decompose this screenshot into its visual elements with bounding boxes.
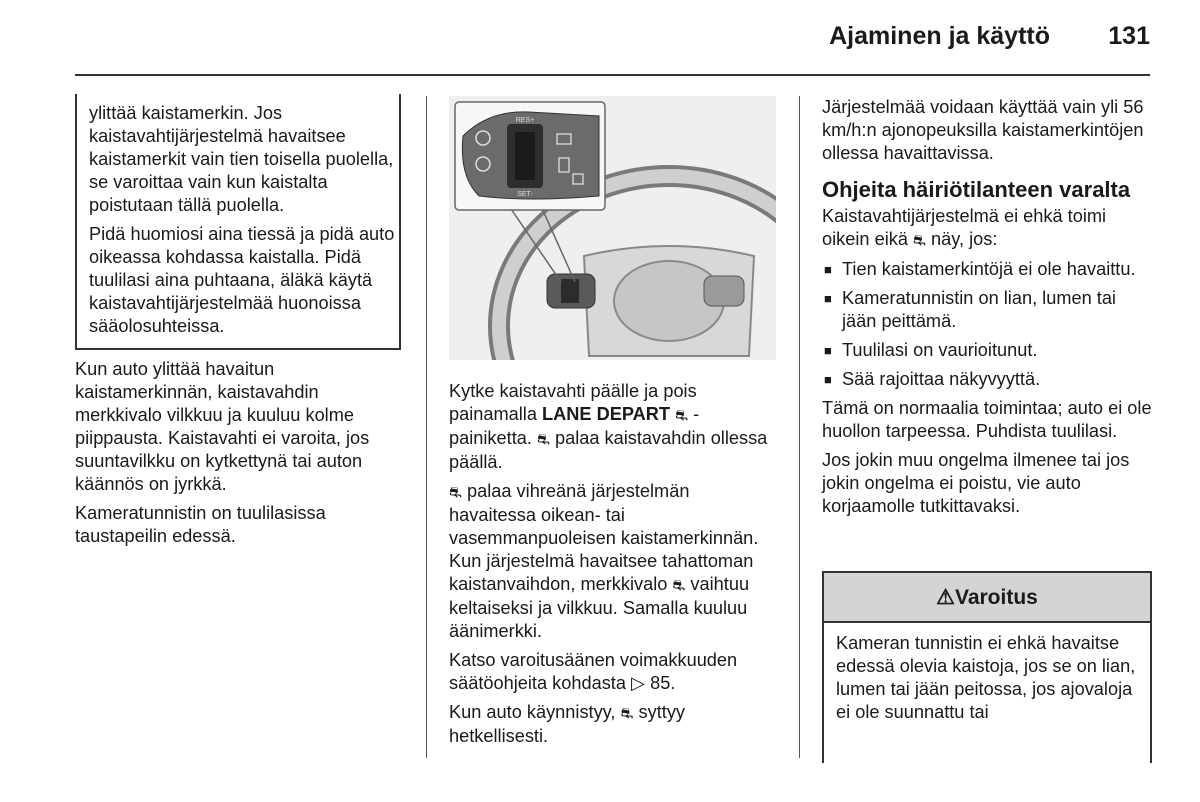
page-ref-number[interactable]: 85. <box>650 673 676 693</box>
text-segment: vaihtuu keltaiseksi ja vilkkuu. Samalla kuuluu äänimerkki. <box>449 574 750 641</box>
section-heading-troubleshooting: Ohjeita häiriötilanteen varalta <box>822 177 1131 202</box>
note-paragraph-1: ylittää kaistamerkin. Jos kaistavahtijärjestelmä havaitsee kaistamerkit vain tien toisella puolella, se varoittaa vain kun kaistalta poistutaan tällä puolella. <box>89 103 394 215</box>
paragraph-camera: Kameratunnistin on tuulilasissa taustapeilin edessä. <box>75 503 326 546</box>
list-item: ■ Tuulilasi on vaurioitunut. <box>822 339 1152 362</box>
column-2-text <box>449 380 779 754</box>
lane-departure-icon: ⛐ <box>620 705 634 722</box>
set-label: SET- <box>517 191 533 198</box>
chapter-title: Ajaminen ja käyttö <box>829 22 1050 50</box>
note-box <box>75 94 401 350</box>
text-segment: syttyy hetkellisesti. <box>449 702 686 746</box>
column-1-text <box>75 358 405 554</box>
lane-departure-icon: ⛐ <box>913 232 926 249</box>
text-segment: Kytke kaistavahti päälle ja pois painamalla <box>449 381 697 424</box>
paragraph-normal-operation: Tämä on normaalia toimintaa; auto ei ole huollon tarpeessa. Puhdista tuulilasi. <box>822 398 1152 441</box>
text-segment: Kun auto käynnistyy, <box>449 702 621 722</box>
lane-departure-icon: ⛐ <box>672 577 686 594</box>
text-segment: palaa kaistavahdin ollessa päällä. <box>449 428 768 472</box>
paragraph-startup <box>449 701 779 748</box>
warning-box <box>822 571 1152 763</box>
text-segment: Katso varoitusäänen voimakkuuden säätöohjeita kohdasta <box>449 650 738 693</box>
condition-list <box>822 258 1152 391</box>
text-segment: -painiketta. <box>449 404 700 448</box>
warning-header <box>824 573 1150 623</box>
paragraph-lane-cross: Kun auto ylittää havaitun kaistamerkinnän, kaistavahdin merkkivalo vilkkuu ja kuuluu kolme piippausta. Kaistavahti ei varoita, jos suuntavilkku on kytkettynä tai auton käännös on jyrkkä. <box>75 359 370 494</box>
paragraph-may-not-work <box>822 205 1152 252</box>
column-3-text <box>822 96 1152 524</box>
text-segment: palaa vihreänä järjestelmän havaitessa oikean- tai vasemmanpuoleisen kaistamerkinnän. Kun järjestelmä havaitsee tahattoman kaistanvaihdon, merkkivalo <box>449 481 759 594</box>
paragraph-volume-ref <box>449 649 779 695</box>
text-segment: Kaistavahtijärjestelmä ei ehkä toimi oikein eikä <box>822 206 1107 249</box>
text-segment: näy, jos: <box>925 229 998 249</box>
lane-departure-icon: ⛐ <box>536 431 550 448</box>
note-paragraph-2: Pidä huomiosi aina tiessä ja pidä auto oikeassa kohdassa kaistalla. Pidä tuulilasi aina puhtaana, äläkä käytä kaistavahtijärjestelmää huonoissa sääolosuhteissa. <box>89 224 395 336</box>
warning-title: Varoitus <box>954 586 1038 609</box>
steering-wheel-figure <box>449 96 776 360</box>
paragraph-workshop: Jos jokin muu ongelma ilmenee tai jos jokin ongelma ei poistu, vie auto korjaamolle tutkittavaksi. <box>822 450 1130 516</box>
column-divider-1 <box>426 96 427 758</box>
res-label: RES+ <box>515 117 535 124</box>
list-item: ■ Sää rajoittaa näkyvyyttä. <box>822 368 1152 391</box>
lane-depart-key-label: LANE DEPART <box>542 404 671 424</box>
page-ref-arrow-icon: ▷ <box>631 673 646 693</box>
steering-wheel-illustration <box>449 96 776 360</box>
header-rule <box>75 74 1150 76</box>
warning-body: Kameran tunnistin ei ehkä havaitse edessä olevia kaistoja, jos se on lian, lumen tai jään peitossa, jos ajovaloja ei ole suunnattu tai <box>836 633 1136 722</box>
list-item: ■ Tien kaistamerkintöjä ei ole havaittu. <box>822 258 1152 281</box>
warning-triangle-icon: ⚠ <box>936 586 955 609</box>
paragraph-lane-depart-button <box>449 380 779 474</box>
paragraph-indicator-green <box>449 480 779 643</box>
lane-departure-icon: ⛐ <box>449 484 462 501</box>
list-item: ■ Kameratunnistin on lian, lumen tai jään peittämä. <box>822 287 1152 333</box>
paragraph-speed-requirement: Järjestelmää voidaan käyttää vain yli 56 km/h:n ajonopeuksilla kaistamerkintöjen ollessa havaittavissa. <box>822 97 1144 163</box>
lane-departure-icon: ⛐ <box>675 407 689 424</box>
column-divider-2 <box>799 96 800 758</box>
page-number: 131 <box>1108 22 1150 50</box>
